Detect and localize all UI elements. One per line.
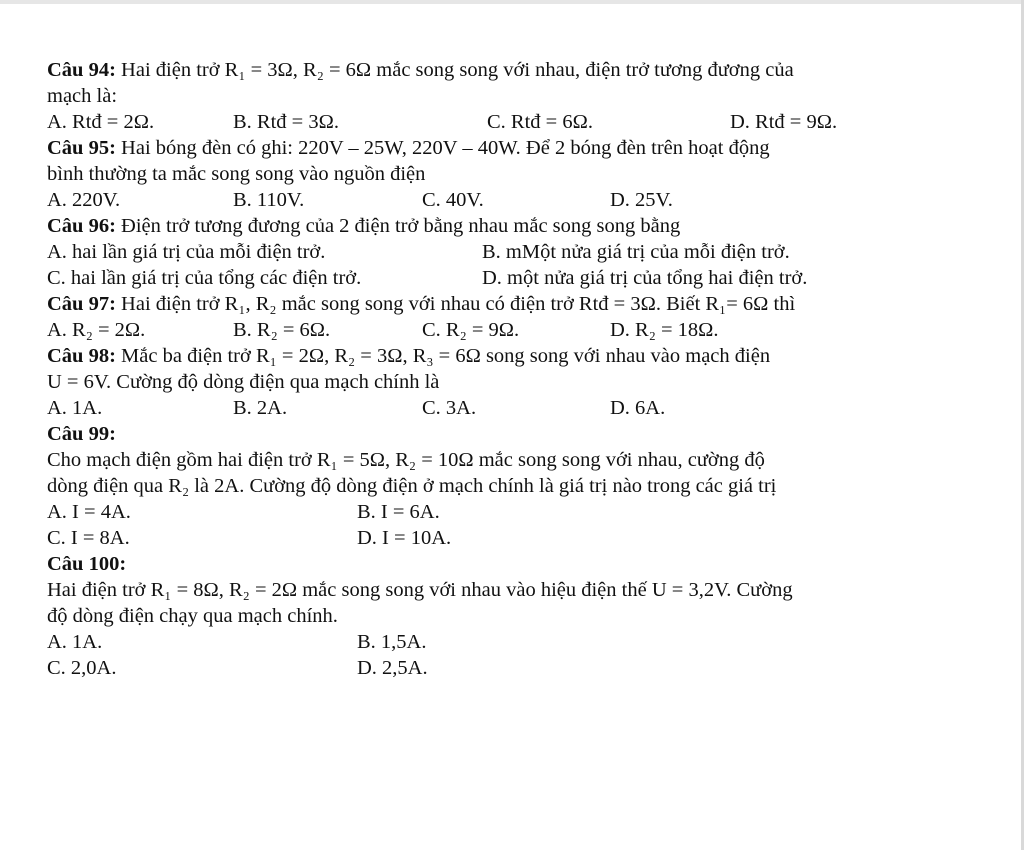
question-96-option-d: D. một nửa giá trị của tổng hai điện trở. bbox=[482, 267, 808, 289]
question-94-option-d: D. Rtđ = 9Ω. bbox=[730, 111, 838, 133]
question-100-options-row-1 bbox=[47, 629, 947, 655]
question-94-stem-1: Hai điện trở R₁ = 3Ω, R₂ = 6Ω mắc song song với nhau, điện trở tương đương của bbox=[115, 59, 794, 81]
question-94-label: Câu 94: bbox=[47, 59, 116, 81]
question-100-option-a: A. 1A. bbox=[47, 631, 103, 653]
question-95-line-2: bình thường ta mắc song song vào nguồn điện bbox=[47, 163, 426, 185]
question-96-option-a: A. hai lần giá trị của mỗi điện trở. bbox=[47, 241, 326, 263]
question-94-option-a: A. Rtđ = 2Ω. bbox=[47, 111, 155, 133]
question-94-option-c: C. Rtđ = 6Ω. bbox=[487, 111, 593, 133]
question-100-option-c: C. 2,0A. bbox=[47, 657, 117, 679]
question-97-option-d: D. R₂ = 18Ω. bbox=[610, 319, 719, 341]
question-95-label: Câu 95: bbox=[47, 137, 116, 159]
question-95-option-c: C. 40V. bbox=[422, 189, 484, 211]
question-97-label: Câu 97: bbox=[47, 293, 116, 315]
question-95-option-d: D. 25V. bbox=[610, 189, 673, 211]
question-99-line-1: Cho mạch điện gồm hai điện trở R₁ = 5Ω, R₂ = 10Ω mắc song song với nhau, cường độ bbox=[47, 449, 765, 471]
document-page bbox=[47, 57, 947, 681]
question-99-option-c: C. I = 8A. bbox=[47, 527, 130, 549]
question-97-option-c: C. R₂ = 9Ω. bbox=[422, 319, 520, 341]
question-96-options-row-2 bbox=[47, 265, 947, 291]
question-100-line-2: độ dòng điện chạy qua mạch chính. bbox=[47, 605, 338, 627]
question-96-stem-1: Điện trở tương đương của 2 điện trở bằng nhau mắc song song bằng bbox=[115, 215, 681, 237]
question-96-options-row-1 bbox=[47, 239, 947, 265]
question-95-line-1 bbox=[47, 135, 947, 161]
question-99-options-row-1 bbox=[47, 499, 947, 525]
question-95-option-b: B. 110V. bbox=[233, 189, 305, 211]
question-97-option-a: A. R₂ = 2Ω. bbox=[47, 319, 146, 341]
question-98-option-b: B. 2A. bbox=[233, 397, 288, 419]
question-94-line-1 bbox=[47, 57, 947, 83]
question-100-options-row-2 bbox=[47, 655, 947, 681]
question-99-option-b: B. I = 6A. bbox=[357, 501, 440, 523]
question-98-option-c: C. 3A. bbox=[422, 397, 477, 419]
question-99-options-row-2 bbox=[47, 525, 947, 551]
question-98-line-1 bbox=[47, 343, 947, 369]
question-98-option-a: A. 1A. bbox=[47, 397, 103, 419]
question-94-options bbox=[47, 109, 947, 135]
question-99-option-a: A. I = 4A. bbox=[47, 501, 131, 523]
question-100-line-1: Hai điện trở R₁ = 8Ω, R₂ = 2Ω mắc song song với nhau vào hiệu điện thế U = 3,2V. Cường bbox=[47, 579, 793, 601]
question-96-option-b: B. mMột nửa giá trị của mỗi điện trở. bbox=[482, 241, 790, 263]
question-97-stem-1: Hai điện trở R₁, R₂ mắc song song với nhau có điện trở Rtđ = 3Ω. Biết R₁= 6Ω thì bbox=[115, 293, 796, 315]
question-97-line-1 bbox=[47, 291, 947, 317]
question-100-option-b: B. 1,5A. bbox=[357, 631, 427, 653]
question-97-option-b: B. R₂ = 6Ω. bbox=[233, 319, 331, 341]
question-97-options bbox=[47, 317, 947, 343]
question-96-option-c: C. hai lần giá trị của tổng các điện trở. bbox=[47, 267, 362, 289]
question-94-option-b: B. Rtđ = 3Ω. bbox=[233, 111, 339, 133]
question-100-label: Câu 100: bbox=[47, 553, 127, 575]
question-99-line-2: dòng điện qua R₂ là 2A. Cường độ dòng điện ở mạch chính là giá trị nào trong các giá trị bbox=[47, 475, 777, 497]
window-top-border bbox=[0, 0, 1024, 4]
question-96-label: Câu 96: bbox=[47, 215, 116, 237]
question-94-line-2: mạch là: bbox=[47, 85, 118, 107]
question-98-line-2: U = 6V. Cường độ dòng điện qua mạch chính là bbox=[47, 371, 440, 393]
question-100-option-d: D. 2,5A. bbox=[357, 657, 428, 679]
question-98-label: Câu 98: bbox=[47, 345, 116, 367]
question-99-option-d: D. I = 10A. bbox=[357, 527, 452, 549]
question-96-line-1 bbox=[47, 213, 947, 239]
question-98-option-d: D. 6A. bbox=[610, 397, 666, 419]
question-98-options bbox=[47, 395, 947, 421]
question-98-stem-1: Mắc ba điện trở R₁ = 2Ω, R₂ = 3Ω, R₃ = 6Ω song song với nhau vào mạch điện bbox=[115, 345, 771, 367]
question-99-label: Câu 99: bbox=[47, 423, 116, 445]
question-95-option-a: A. 220V. bbox=[47, 189, 121, 211]
question-95-stem-1: Hai bóng đèn có ghi: 220V – 25W, 220V – 40W. Để 2 bóng đèn trên hoạt động bbox=[115, 137, 770, 159]
question-95-options bbox=[47, 187, 947, 213]
